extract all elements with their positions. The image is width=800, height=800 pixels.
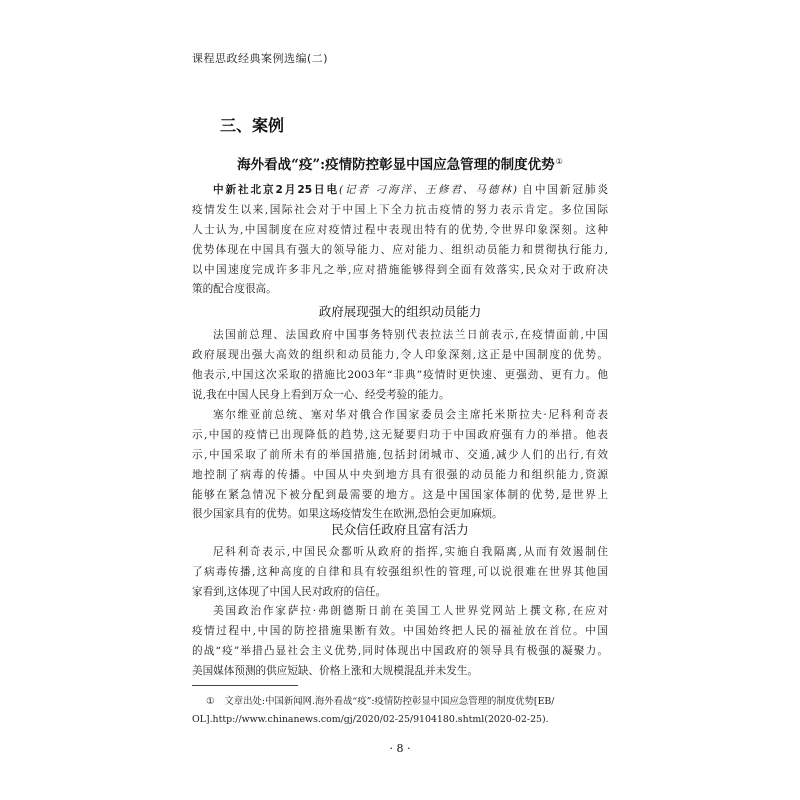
- paragraph-line: 的战“疫”举措凸显社会主义优势,同时体现出中国政府的领导具有极强的凝聚力。: [192, 644, 608, 657]
- reporters: (记者 刁海洋、王修君、马德林): [339, 184, 518, 196]
- paragraph-line: 示,中国采取了前所未有的举国措施,包括封闭城市、交通,减少人们的出行,有效: [192, 448, 608, 461]
- paragraph-line: 示,中国的疫情已出现降低的趋势,这无疑要归功于中国政府强有力的举措。他表: [192, 428, 608, 441]
- page-number: · 8 ·: [389, 742, 411, 755]
- section-heading: 三、案例: [220, 116, 285, 135]
- footnote: [192, 693, 608, 729]
- footnote-line: ① 文章出处:中国新闻网.海外看战“疫”:疫情防控彰显中国应急管理的制度优势[EB/: [206, 696, 555, 707]
- intro-line: 优势体现在中国具有强大的领导能力、应对能力、组织动员能力和贯彻执行能力,: [192, 243, 608, 256]
- footnote-mark: ①: [206, 696, 215, 707]
- subheading-trust: 民众信任政府且富有活力: [331, 522, 469, 537]
- intro-line: 人士认为,中国制度在应对疫情过程中表现出特有的优势,令世界印象深刻。这种: [192, 223, 608, 236]
- footnote-divider: [192, 685, 298, 686]
- paragraph-line: 尼科利奇表示,中国民众都听从政府的指挥,实施自我隔离,从而有效遏制住: [213, 546, 608, 558]
- footnote-source-link[interactable]: OL].http://www.chinanews.com/gj/2020/02-25/9104180.shtml(2020-02-25).: [192, 714, 549, 725]
- paragraph-line: 他表示,中国这次采取的措施比2003年“非典”疫情时更快速、更强劲、更有力。他: [192, 368, 608, 381]
- paragraph-line: 了病毒传播,这种高度的自律和具有较强组织性的管理,可以说很难在世界其他国: [192, 565, 608, 578]
- paragraph-line: 政府展现出强大高效的组织和动员能力,令人印象深刻,这正是中国制度的优势。: [192, 348, 608, 361]
- paragraph-lafarrin: [192, 326, 608, 406]
- paragraph-line: 塞尔维亚前总统、塞对华对俄合作国家委员会主席托米斯拉夫·尼科利奇表: [213, 409, 608, 421]
- paragraph-line: 能够在紧急情况下被分配到最需要的地方。这是中国国家体制的优势,是世界上: [192, 488, 608, 501]
- footnote-reference[interactable]: ①: [555, 156, 563, 166]
- article-title: [192, 153, 608, 173]
- article-title-text: 海外看战“疫”:疫情防控彰显中国应急管理的制度优势: [237, 157, 555, 173]
- intro-line: 中新社北京2月25日电(记者 刁海洋、王修君、马德林) 自中国新冠肺炎: [213, 184, 608, 196]
- intro-paragraph: [192, 181, 608, 300]
- paragraph-line: 家看到,这体现了中国人民对政府的信任。: [192, 585, 387, 598]
- paragraph-line: 美国政治作家萨拉·弗朗德斯日前在美国工人世界党网站上撰文称,在应对: [213, 605, 608, 617]
- paragraph-line: 疫情过程中,中国的防控措施果断有效。中国始终把人民的福祉放在首位。中国: [192, 624, 608, 637]
- paragraph-line: 说,我在中国人民身上看到万众一心、经受考验的能力。: [192, 388, 450, 401]
- intro-line: 策的配合度很高。: [192, 283, 277, 296]
- paragraph-line: 美国媒体预测的供应短缺、价格上涨和大规模混乱并未发生。: [192, 664, 479, 677]
- paragraph-flounders: [192, 602, 608, 682]
- intro-line: 以中国速度完成许多非凡之举,应对措施能够得到全面有效落实,民众对于政府决: [192, 263, 608, 276]
- running-head: 课程思政经典案例选编(二): [192, 52, 329, 65]
- paragraph-nikolic: [192, 406, 608, 525]
- subheading-organization: 政府展现强大的组织动员能力: [318, 304, 482, 319]
- dateline: 中新社北京2月25日电: [213, 184, 339, 196]
- paragraph-line: 法国前总理、法国政府中国事务特别代表拉法兰日前表示,在疫情面前,中国: [213, 329, 608, 341]
- paragraph-line: 很少国家具有的优势。如果这场疫情发生在欧洲,恐怕会更加麻烦。: [192, 508, 503, 521]
- paragraph-self-discipline: [192, 543, 608, 603]
- intro-line: 疫情发生以来,国际社会对于中国上下全力抗击疫情的努力表示肯定。多位国际: [192, 203, 608, 216]
- paragraph-line: 地控制了病毒的传播。中国从中央到地方具有很强的动员能力和组织能力,资源: [192, 468, 608, 481]
